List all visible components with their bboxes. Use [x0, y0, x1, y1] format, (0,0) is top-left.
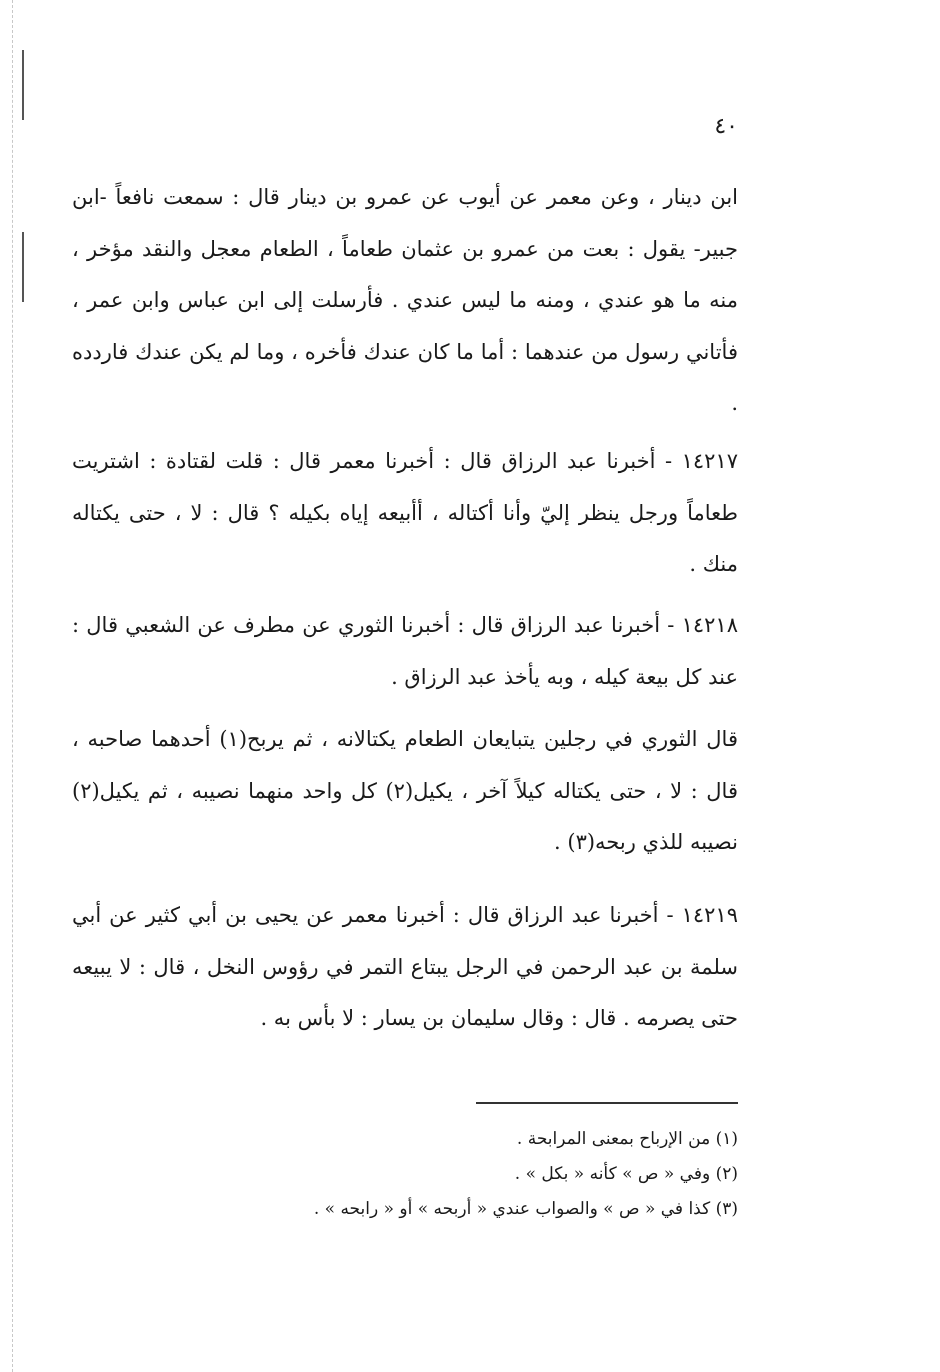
scan-mark [22, 50, 24, 120]
footnote-3: (٣) كذا في « ص » والصواب عندي « أربحه » أو « رابحه » . [313, 1199, 738, 1219]
hadith-14217: ١٤٢١٧ - أخبرنا عبد الرزاق قال : أخبرنا معمر قال : قلت لقتادة : اشتريت طعاماً ورجل ينظر إليّ وأنا أكتاله ، أأبيعه إياه بكيله ؟ قال : لا ، حتى يكتاله منك . [72, 449, 738, 576]
footnote-1: (١) من الإرباح بمعنى المرابحة . [516, 1129, 738, 1149]
footnotes-list [178, 1122, 738, 1227]
footnote-2: (٢) وفي « ص » كأنه « بكل » . [514, 1164, 738, 1184]
thawri-commentary: قال الثوري في رجلين يتبايعان الطعام يكتالانه ، ثم يربح(١) أحدهما صاحبه ، قال : لا ، حتى يكتاله كيلاً آخر ، يكيل(٢) كل واحد منهما نصيبه ، ثم يكيل(٢) نصيبه للذي ربحه(٣) . [72, 727, 738, 854]
book-page [72, 0, 738, 1372]
scan-edge-line [12, 0, 13, 1372]
footnote-divider [476, 1102, 738, 1104]
page-number: ٤٠ [714, 114, 738, 139]
hadith-14218: ١٤٢١٨ - أخبرنا عبد الرزاق قال : أخبرنا الثوري عن مطرف عن الشعبي قال : عند كل بيعة كيله ، وبه يأخذ عبد الرزاق . [72, 613, 738, 689]
hadith-14219: ١٤٢١٩ - أخبرنا عبد الرزاق قال : أخبرنا معمر عن يحيى بن أبي كثير عن أبي سلمة بن عبد الرحمن في الرجل يبتاع التمر في رؤوس النخل ، قال : لا يبيعه حتى يصرمه . قال : وقال سليمان بن يسار : لا بأس به . [72, 903, 738, 1030]
scan-mark [22, 232, 24, 302]
paragraph-continuation: ابن دينار ، وعن معمر عن أيوب عن عمرو بن دينار قال : سمعت نافعاً -ابن جبير- يقول : بعت من عمرو بن عثمان طعاماً ، الطعام معجل والنقد مؤخر ، منه ما هو عندي ، ومنه ما ليس عندي . فأرسلت إلى ابن عباس وابن عمر ، فأتاني رسول من عندهما : أما ما كان عندك فأخره ، وما لم يكن عندك فاردده . [72, 185, 738, 415]
